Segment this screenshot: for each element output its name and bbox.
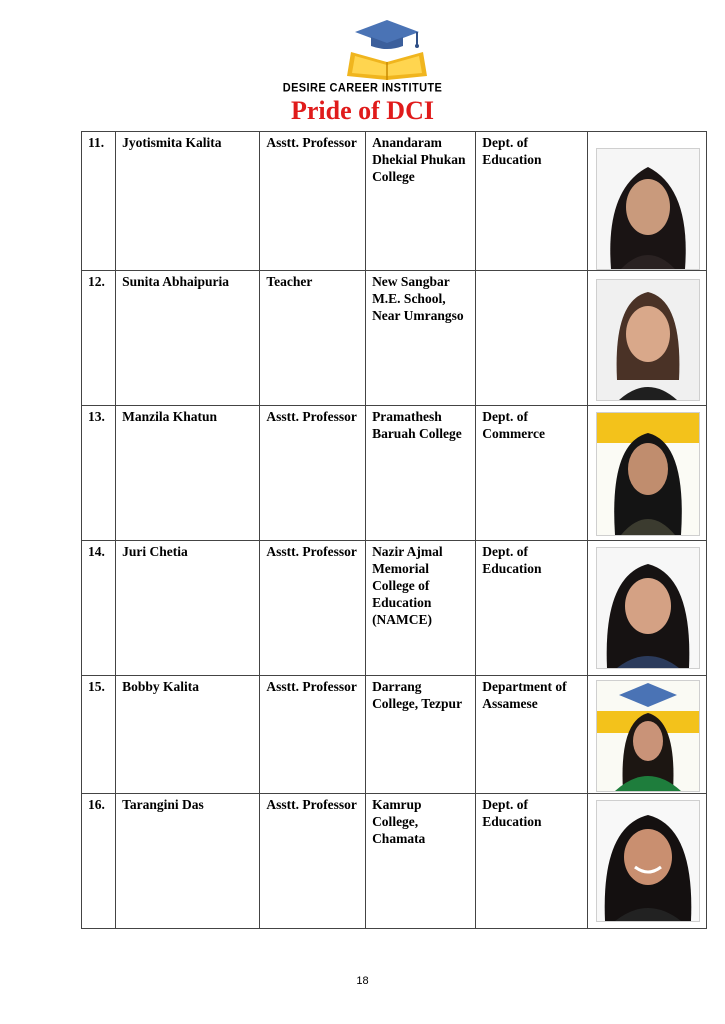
department — [476, 271, 587, 406]
serial-number: 11. — [82, 132, 116, 271]
designation: Asstt. Professor — [260, 676, 366, 794]
portrait-photo — [596, 279, 700, 401]
table-row — [82, 132, 707, 271]
institution: Darrang College, Tezpur — [366, 676, 476, 794]
table-row — [82, 406, 707, 541]
person-name: Sunita Abhaipuria — [116, 271, 260, 406]
institution: Pramathesh Baruah College — [366, 406, 476, 541]
table-row — [82, 271, 707, 406]
serial-number: 14. — [82, 541, 116, 676]
portrait-photo — [596, 148, 700, 270]
photo-cell — [587, 271, 706, 406]
designation: Asstt. Professor — [260, 794, 366, 929]
page-number: 18 — [356, 975, 369, 987]
serial-number: 16. — [82, 794, 116, 929]
photo-cell — [587, 676, 706, 794]
person-name: Bobby Kalita — [116, 676, 260, 794]
photo-cell — [587, 541, 706, 676]
portrait-photo — [596, 547, 700, 669]
institution: New Sangbar M.E. School, Near Umrangso — [366, 271, 476, 406]
person-name: Manzila Khatun — [116, 406, 260, 541]
institution: Nazir Ajmal Memorial College of Education (NAMCE) — [366, 541, 476, 676]
table-row — [82, 541, 707, 676]
serial-number: 15. — [82, 676, 116, 794]
portrait-photo — [596, 412, 700, 536]
department: Dept. of Education — [476, 794, 587, 929]
brand-name: DESIRE CAREER INSTITUTE — [282, 81, 443, 95]
person-name: Tarangini Das — [116, 794, 260, 929]
designation: Asstt. Professor — [260, 406, 366, 541]
serial-number: 12. — [82, 271, 116, 406]
department: Dept. of Commerce — [476, 406, 587, 541]
person-name: Juri Chetia — [116, 541, 260, 676]
serial-number: 13. — [82, 406, 116, 541]
designation: Asstt. Professor — [260, 132, 366, 271]
page-title: Pride of DCI — [291, 96, 434, 125]
institution: Anandaram Dhekial Phukan College — [366, 132, 476, 271]
designation: Asstt. Professor — [260, 541, 366, 676]
table-row — [82, 794, 707, 929]
designation: Teacher — [260, 271, 366, 406]
faculty-table — [81, 131, 707, 929]
portrait-photo — [596, 680, 700, 792]
table-row — [82, 676, 707, 794]
department: Dept. of Education — [476, 132, 587, 271]
department: Dept. of Education — [476, 541, 587, 676]
department: Department of Assamese — [476, 676, 587, 794]
graduation-cap-icon — [355, 20, 419, 44]
photo-cell — [587, 406, 706, 541]
photo-cell — [587, 132, 706, 271]
dci-logo — [343, 18, 431, 82]
portrait-photo — [596, 800, 700, 922]
institution: Kamrup College, Chamata — [366, 794, 476, 929]
photo-cell — [587, 794, 706, 929]
person-name: Jyotismita Kalita — [116, 132, 260, 271]
